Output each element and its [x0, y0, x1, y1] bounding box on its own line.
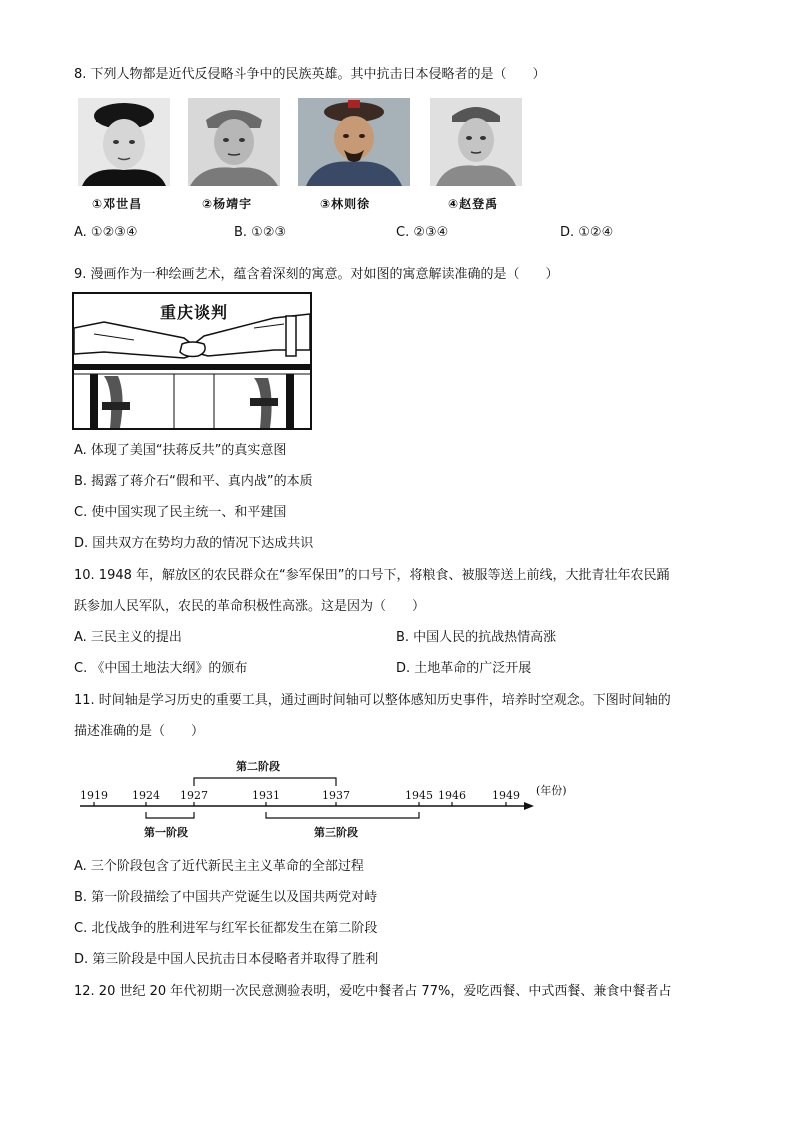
- portrait-yang-jingyu: [188, 98, 280, 186]
- q9-option-a[interactable]: A. 体现了美国“扶蒋反共”的真实意图: [74, 443, 287, 458]
- q10-stem-line1: 10. 1948 年，解放区的农民群众在“参军保田”的口号下，将粮食、被服等送上前线，大批青壮年农民踊: [74, 568, 670, 583]
- year-1919: 1919: [80, 789, 108, 802]
- q9-option-c[interactable]: C. 使中国实现了民主统一、和平建国: [74, 505, 287, 520]
- caption-3: ③林则徐: [320, 197, 371, 211]
- year-1946: 1946: [438, 789, 466, 802]
- stage2-label: 第二阶段: [236, 760, 280, 773]
- q11-option-b[interactable]: B. 第一阶段描绘了中国共产党诞生以及国共两党对峙: [74, 890, 378, 905]
- q11-stem-line2: 描述准确的是（ ）: [74, 724, 205, 739]
- q10-option-a[interactable]: A. 三民主义的提出: [74, 630, 182, 645]
- stage1-label: 第一阶段: [144, 826, 188, 839]
- portrait-zhao-dengyu: [430, 98, 522, 186]
- timeline-figure: [74, 752, 614, 842]
- q8-option-d[interactable]: D. ①②④: [560, 225, 614, 240]
- caption-2: ②杨靖宇: [202, 197, 253, 211]
- year-1924: 1924: [132, 789, 160, 802]
- q8-option-b[interactable]: B. ①②③: [234, 225, 287, 240]
- caption-1: ①邓世昌: [92, 197, 143, 211]
- q8-option-c[interactable]: C. ②③④: [396, 225, 449, 240]
- q10-option-c[interactable]: C. 《中国土地法大纲》的颁布: [74, 661, 248, 676]
- chongqing-cartoon: [72, 292, 312, 430]
- q10-stem-line2: 跃参加人民军队，农民的革命积极性高涨。这是因为（ ）: [74, 599, 426, 614]
- q9-option-b[interactable]: B. 揭露了蒋介石“假和平、真内战”的本质: [74, 474, 313, 489]
- q10-option-b[interactable]: B. 中国人民的抗战热情高涨: [396, 630, 557, 645]
- q9-option-d[interactable]: D. 国共双方在势均力敌的情况下达成共识: [74, 536, 314, 551]
- q11-option-a[interactable]: A. 三个阶段包含了近代新民主主义革命的全部过程: [74, 859, 364, 874]
- portrait-lin-zexu: [298, 98, 410, 186]
- timeline-unit: (年份): [536, 784, 567, 797]
- year-1945: 1945: [405, 789, 433, 802]
- q11-option-c[interactable]: C. 北伐战争的胜利进军与红军长征都发生在第二阶段: [74, 921, 378, 936]
- year-1937: 1937: [322, 789, 350, 802]
- stage3-label: 第三阶段: [314, 826, 358, 839]
- portrait-deng-shichang: [78, 98, 170, 186]
- q10-option-d[interactable]: D. 土地革命的广泛开展: [396, 661, 532, 676]
- year-1927: 1927: [180, 789, 208, 802]
- year-1949: 1949: [492, 789, 520, 802]
- q8-option-a[interactable]: A. ①②③④: [74, 225, 138, 240]
- q11-stem-line1: 11. 时间轴是学习历史的重要工具，通过画时间轴可以整体感知历史事件，培养时空观念。下图时间轴的: [74, 693, 671, 708]
- year-1931: 1931: [252, 789, 280, 802]
- q9-stem: 9. 漫画作为一种绘画艺术，蕴含着深刻的寓意。对如图的寓意解读准确的是（ ）: [74, 267, 559, 282]
- timeline-arrow: [524, 802, 534, 810]
- q11-option-d[interactable]: D. 第三阶段是中国人民抗击日本侵略者并取得了胜利: [74, 952, 379, 967]
- cartoon-title: 重庆谈判: [160, 303, 229, 322]
- q12-stem-line1: 12. 20 世纪 20 年代初期一次民意测验表明，爱吃中餐者占 77%，爱吃西餐、中式西餐、兼食中餐者占: [74, 984, 672, 999]
- caption-4: ④赵登禹: [448, 197, 499, 211]
- q8-stem: 8. 下列人物都是近代反侵略斗争中的民族英雄。其中抗击日本侵略者的是（ ）: [74, 67, 546, 82]
